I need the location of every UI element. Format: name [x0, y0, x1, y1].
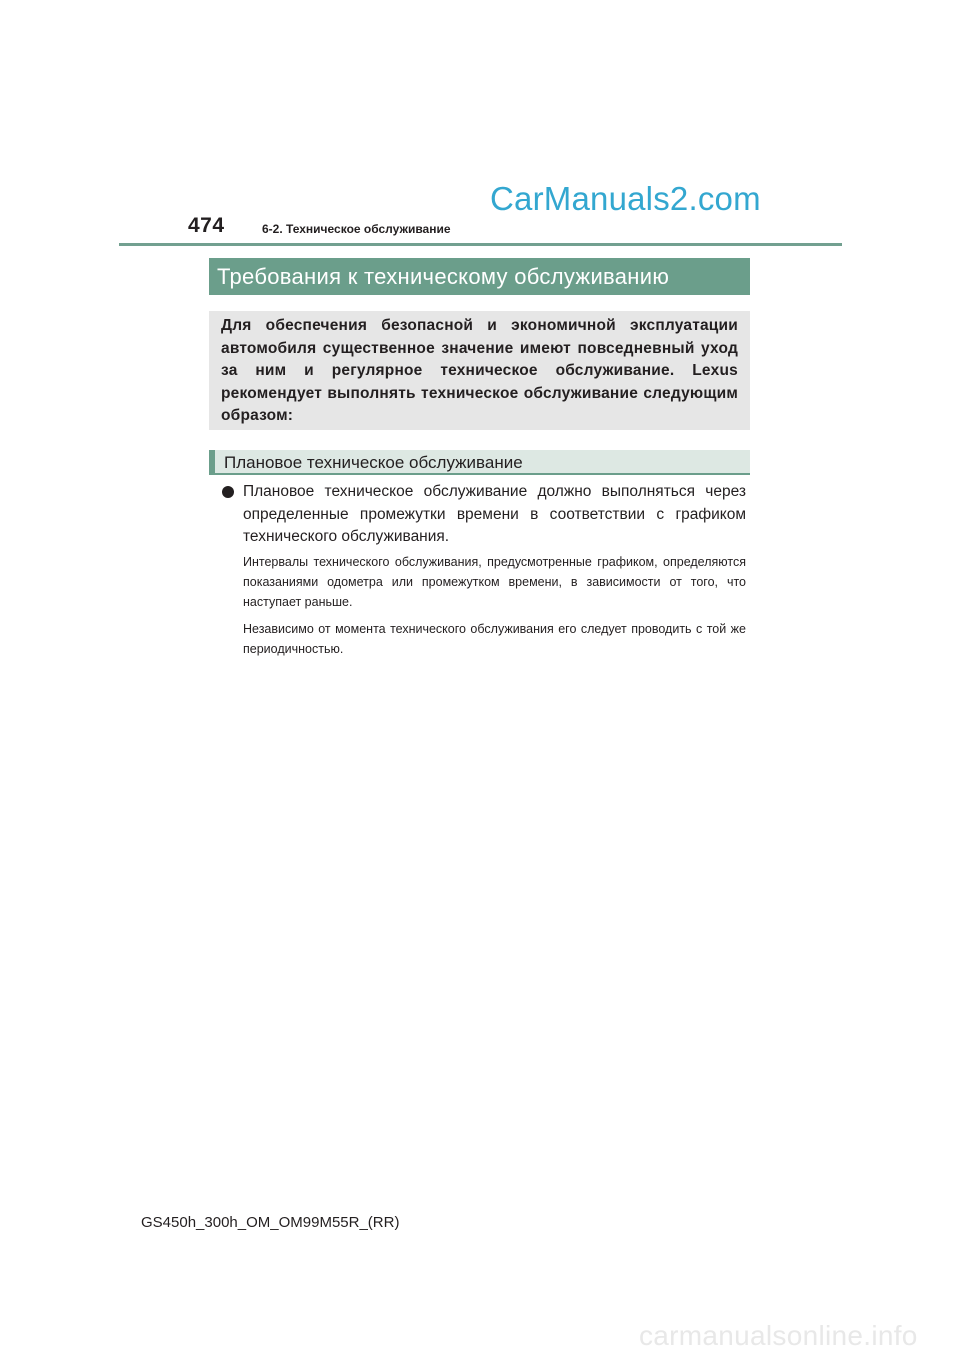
intro-box	[209, 311, 750, 430]
header-divider	[119, 243, 842, 246]
bullet-item	[222, 481, 746, 549]
watermark-logo: CarManuals2.com	[490, 180, 761, 217]
note-paragraph: Независимо от момента технического обслуживания его следует проводить с той же периодичностью.	[243, 622, 746, 656]
bullet-icon	[222, 486, 234, 498]
note-paragraph: Интервалы технического обслуживания, предусмотренные графиком, определяются показаниями одометра или промежутком времени, в зависимости от того, что наступает раньше.	[243, 555, 746, 609]
footer-code: GS450h_300h_OM_OM99M55R_(RR)	[141, 1214, 400, 1231]
section-header: 6-2. Техническое обслуживание	[262, 222, 451, 236]
subtitle-accent	[209, 450, 215, 473]
page-title-bar	[209, 258, 750, 295]
bullet-text: Плановое техническое обслуживание должно выполняться через определенные промежутки времени в соответствии с графиком технического обслуживания.	[243, 483, 746, 545]
subtitle-bar	[209, 450, 750, 475]
page-number: 474	[188, 214, 225, 237]
footer-watermark: carmanualsonline.info	[639, 1320, 918, 1351]
intro-text: Для обеспечения безопасной и экономичной эксплуатации автомобиля существенное значение имеют повседневный уход за ним и регулярное техническое обслуживание. Lexus рекомендует выполнять техническое обслуживание следующим образом:	[221, 317, 738, 424]
page-title: Требования к техническому обслуживанию	[217, 264, 670, 289]
subtitle: Плановое техническое обслуживание	[224, 453, 523, 472]
